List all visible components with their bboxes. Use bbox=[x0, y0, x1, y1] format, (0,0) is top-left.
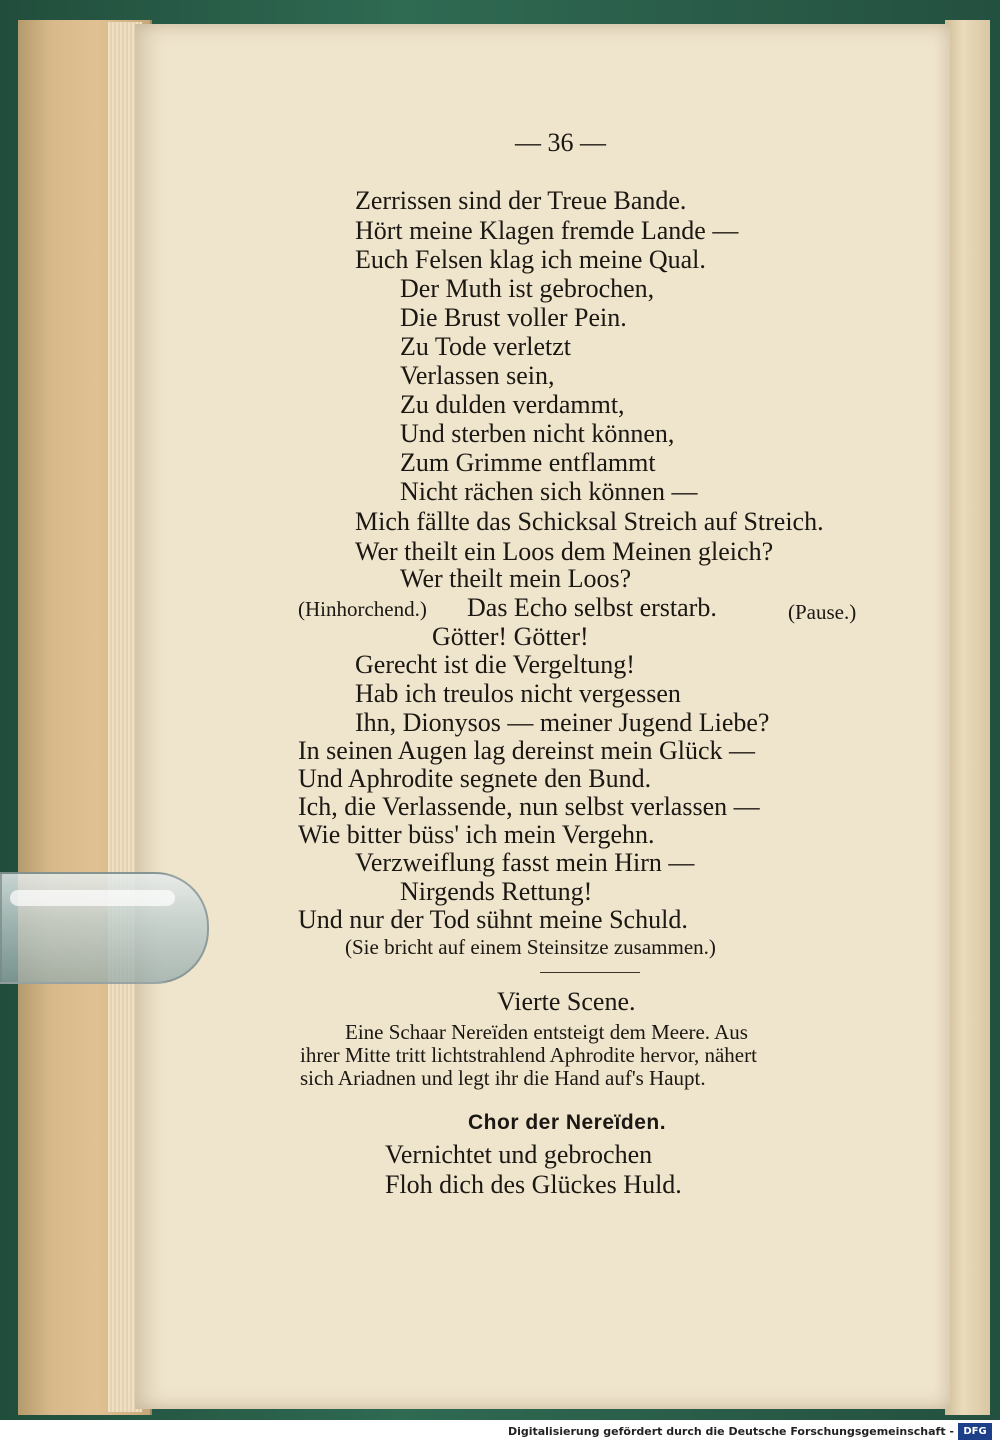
stage-direction: (Hinhorchend.) bbox=[298, 597, 427, 621]
verse-line: Verlassen sein, bbox=[400, 361, 555, 390]
verse-line: Wer theilt ein Loos dem Meinen gleich? bbox=[355, 537, 774, 566]
verse-line: Zum Grimme entflammt bbox=[400, 448, 656, 477]
verse-line: Nicht rächen sich können — bbox=[400, 477, 698, 506]
stage-direction: (Pause.) bbox=[788, 600, 857, 624]
verse-line: Wer theilt mein Loos? bbox=[400, 564, 632, 593]
verse-line: Und Aphrodite segnete den Bund. bbox=[298, 764, 652, 793]
scene-description-line: Eine Schaar Nereïden entsteigt dem Meere. Aus bbox=[345, 1020, 748, 1044]
verse-line: Der Muth ist gebrochen, bbox=[400, 274, 655, 303]
verse-line: Zu dulden verdammt, bbox=[400, 390, 625, 419]
verse-line: Und sterben nicht können, bbox=[400, 419, 675, 448]
verse-line: Zerrissen sind der Treue Bande. bbox=[355, 186, 687, 215]
verse-line: Nirgends Rettung! bbox=[400, 877, 593, 906]
scene-title: Vierte Scene. bbox=[497, 987, 636, 1016]
chorus-heading: Chor der Nereïden. bbox=[468, 1111, 667, 1134]
verse-line: Hab ich treulos nicht vergessen bbox=[355, 679, 681, 708]
glass-highlight bbox=[10, 890, 175, 906]
verse-line: Zu Tode verletzt bbox=[400, 332, 571, 361]
scene-description-line: ihrer Mitte tritt lichtstrahlend Aphrodite hervor, nähert bbox=[300, 1043, 757, 1067]
chorus-line: Floh dich des Glückes Huld. bbox=[385, 1170, 682, 1199]
scene-description-line: sich Ariadnen und legt ihr die Hand auf's Haupt. bbox=[300, 1066, 706, 1090]
verse-line: Ich, die Verlassende, nun selbst verlassen — bbox=[298, 792, 760, 821]
verse-line: Wie bitter büss' ich mein Vergehn. bbox=[298, 820, 655, 849]
glass-page-weight bbox=[0, 872, 209, 984]
verse-line: Das Echo selbst erstarb. bbox=[467, 593, 717, 622]
verse-line: Die Brust voller Pein. bbox=[400, 303, 627, 332]
verse-line: Gerecht ist die Vergeltung! bbox=[355, 650, 635, 679]
facing-page-edge bbox=[945, 20, 990, 1415]
chorus-line: Vernichtet und gebrochen bbox=[385, 1140, 653, 1169]
stage-direction: (Sie bricht auf einem Steinsitze zusammen.) bbox=[345, 935, 716, 959]
verse-line: Euch Felsen klag ich meine Qual. bbox=[355, 245, 706, 274]
page-number: — 36 — bbox=[515, 128, 606, 157]
verse-line: Und nur der Tod sühnt meine Schuld. bbox=[298, 905, 688, 934]
funding-credit: Digitalisierung gefördert durch die Deutsche Forschungsgemeinschaft - bbox=[507, 1425, 954, 1438]
verse-line: Götter! Götter! bbox=[432, 622, 589, 651]
verse-line: In seinen Augen lag dereinst mein Glück — bbox=[298, 736, 756, 765]
verse-line: Verzweiflung fasst mein Hirn — bbox=[355, 848, 695, 877]
dfg-logo-icon: DFG bbox=[958, 1423, 992, 1440]
verse-line: Hört meine Klagen fremde Lande — bbox=[355, 216, 739, 245]
scene-divider bbox=[540, 972, 640, 973]
verse-line: Ihn, Dionysos — meiner Jugend Liebe? bbox=[355, 708, 770, 737]
verse-line: Mich fällte das Schicksal Streich auf Streich. bbox=[355, 507, 824, 536]
